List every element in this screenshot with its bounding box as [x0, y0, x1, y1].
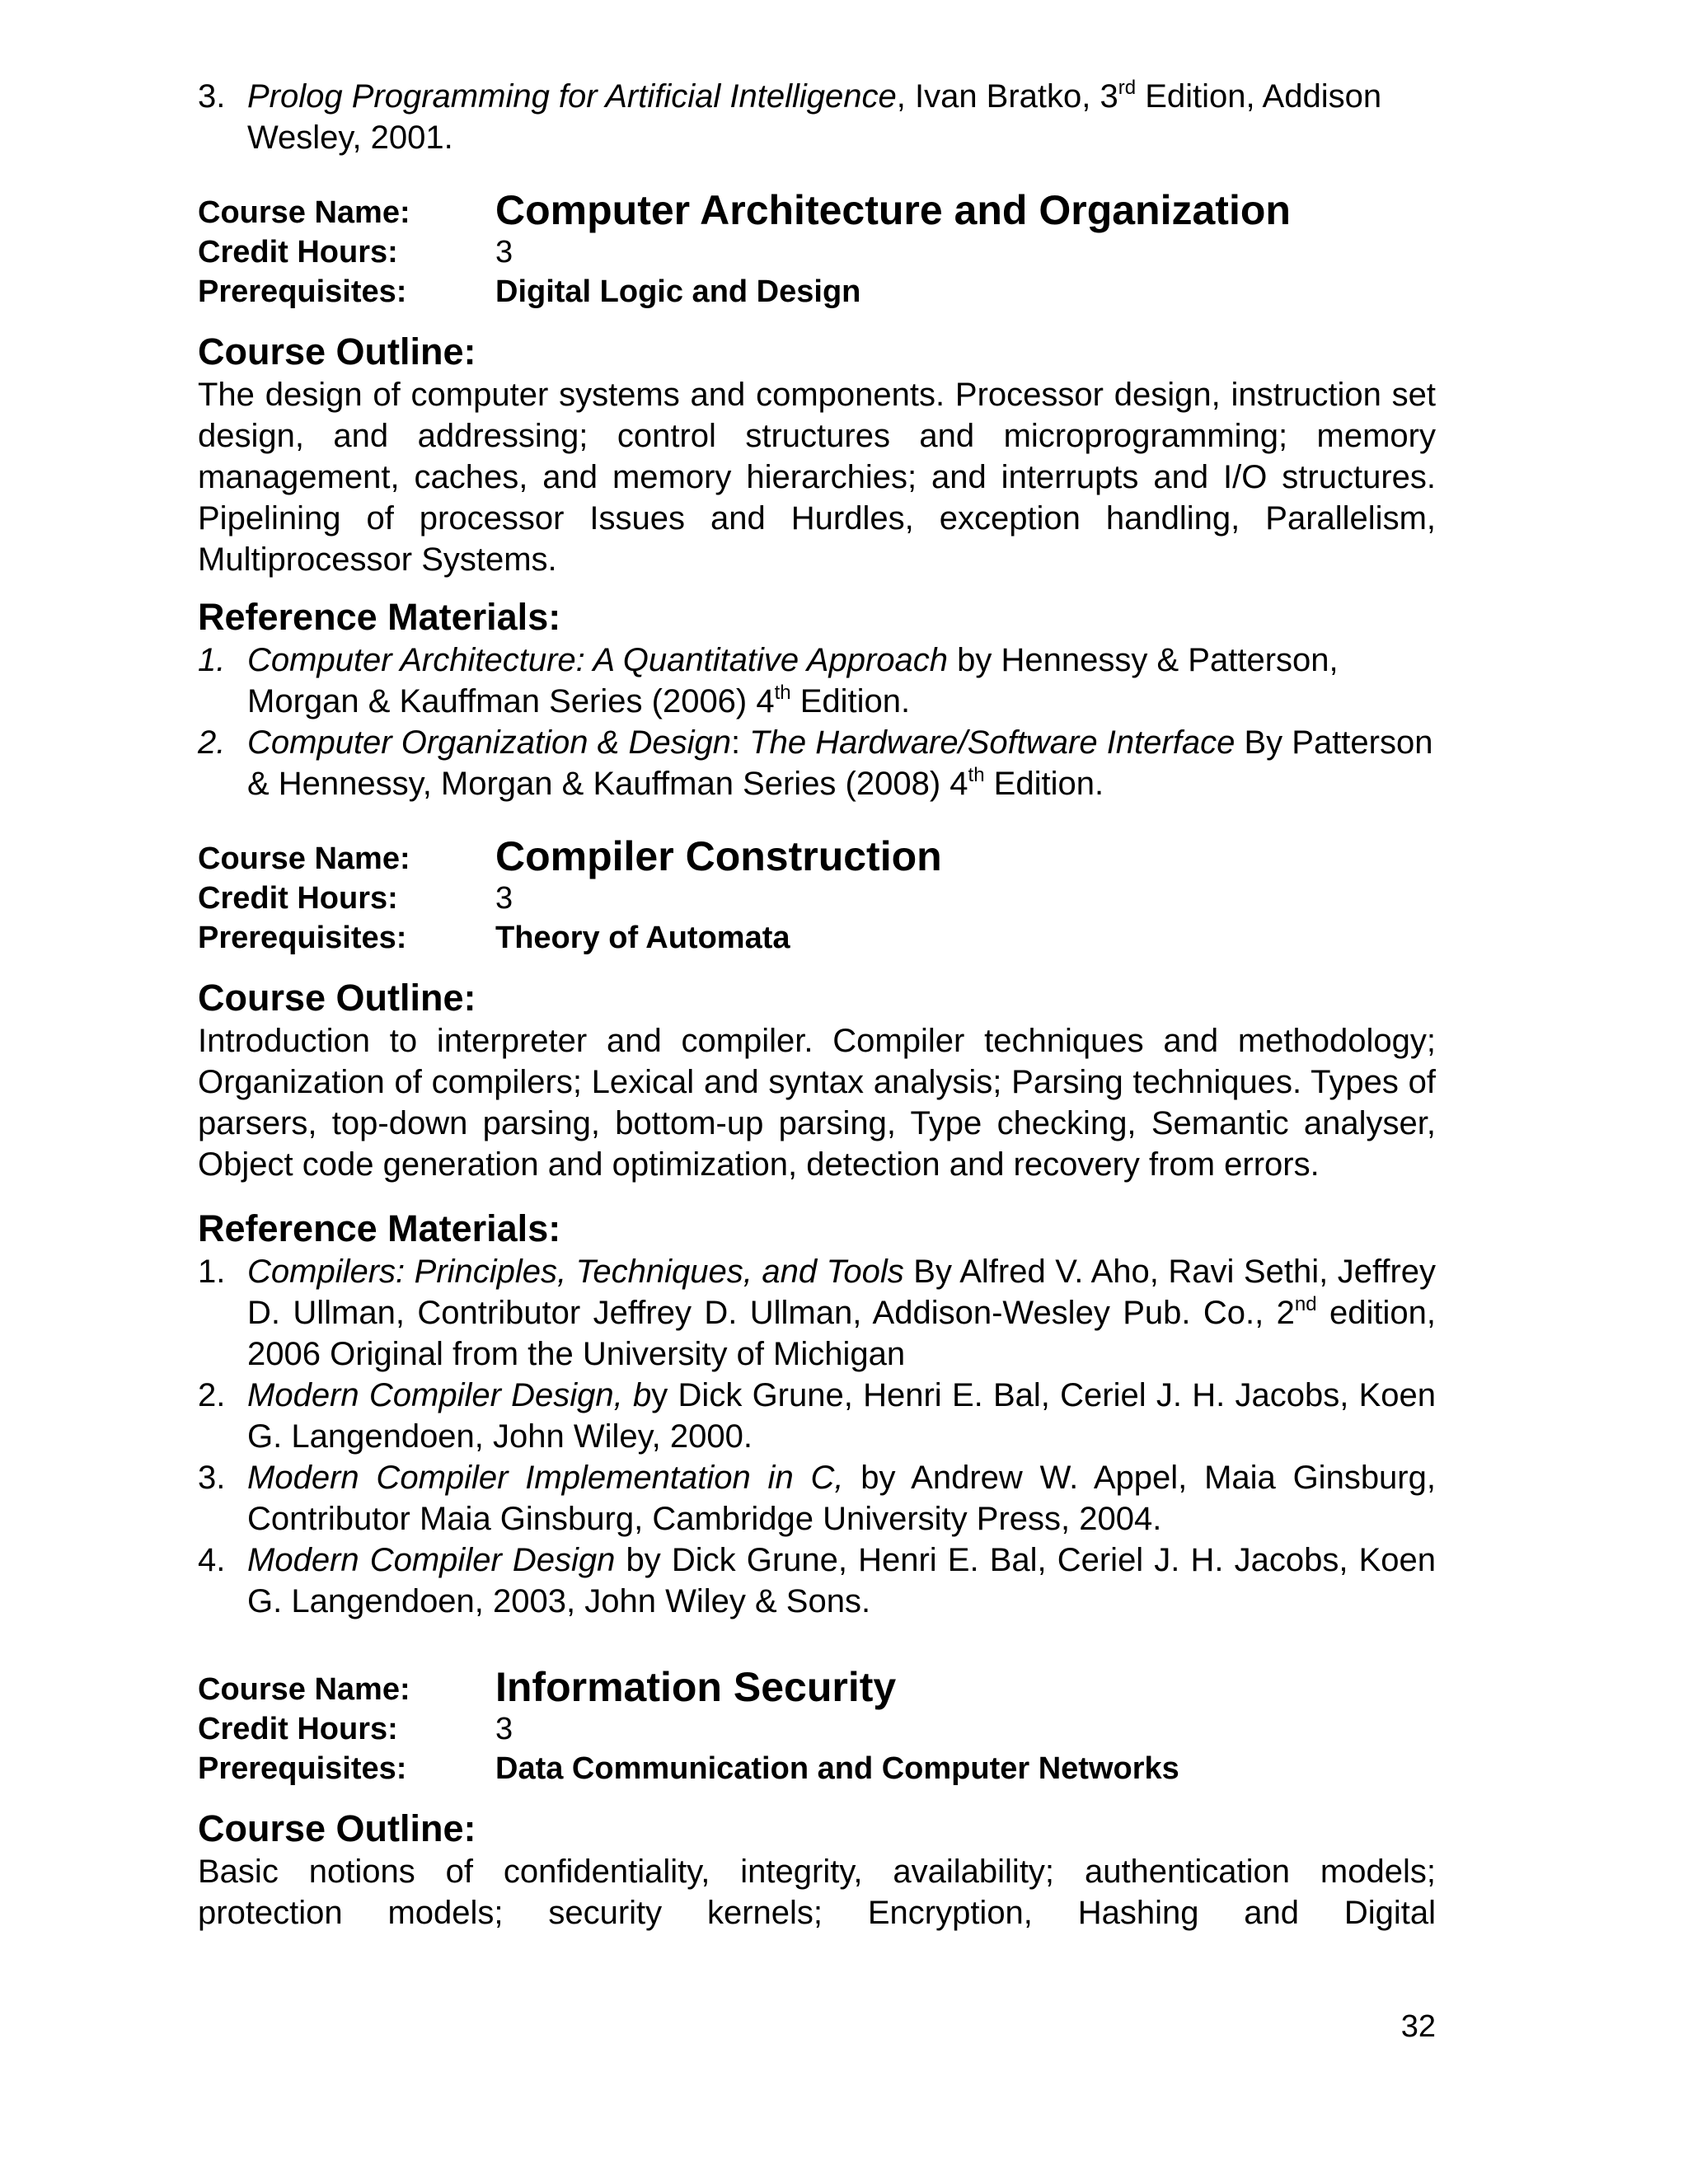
top-reference-list [198, 76, 1436, 158]
credit-hours-value: 3 [495, 1712, 513, 1746]
course-name-row [198, 185, 1436, 236]
prerequisites-label: Prerequisites: [198, 1751, 407, 1786]
reference-item: 1. Computer Architecture: A Quantitative Approach by Hennessy & Patterson, Morgan & Kauffman Series (2006) 4th Edition. [198, 640, 1436, 722]
reference-materials-heading: Reference Materials: [198, 596, 561, 638]
course-computer-architecture [198, 185, 1436, 804]
reference-item: 3. Prolog Programming for Artificial Intelligence, Ivan Bratko, 3rd Edition, Addison Wesley, 2001. [198, 76, 1382, 156]
course-name-value: Computer Architecture and Organization [495, 187, 1291, 233]
prerequisites-row [198, 921, 1436, 961]
course-name-value: Information Security [495, 1664, 897, 1710]
reference-number: 2. [198, 1377, 226, 1413]
reference-materials-heading: Reference Materials: [198, 1207, 561, 1249]
course-name-row [198, 1661, 1436, 1713]
course-information-security [198, 1661, 1436, 1933]
course-outline-heading: Course Outline: [198, 1807, 476, 1849]
reference-title: Computer Organization & Design [247, 724, 731, 761]
credit-hours-label: Credit Hours: [198, 1712, 398, 1746]
prerequisites-label: Prerequisites: [198, 274, 407, 309]
reference-title: Prolog Programming for Artificial Intelligence [247, 78, 897, 115]
reference-number: 1. [198, 642, 226, 678]
prerequisites-row [198, 1752, 1436, 1792]
reference-title: Modern Compiler Design, b [247, 1377, 652, 1413]
reference-number: 3. [198, 1460, 226, 1496]
course-outline-text: The design of computer systems and components. Processor design, instruction set design, and addressing; control structures and microprogramming; memory management, caches, and memory hierarchies; and interrupts and I/O structures. Pipelining of processor Issues and Hurdles, exception handling, Parallelism, Multiprocessor Systems. [198, 377, 1436, 578]
course-name-label: Course Name: [198, 841, 410, 876]
credit-hours-row [198, 882, 1436, 921]
prerequisites-value: Digital Logic and Design [495, 274, 861, 309]
course-outline-text: Introduction to interpreter and compiler. Compiler techniques and methodology; Organization of compilers; Lexical and syntax analysis; Parsing techniques. Types of parsers, top-down parsing, bottom-up parsing, Type checking, Semantic analyser, Object code generation and optimization, detection and recovery from errors. [198, 1023, 1436, 1183]
reference-title: Modern Compiler Design [247, 1542, 616, 1578]
course-name-label: Course Name: [198, 1672, 410, 1707]
reference-title: Modern Compiler Implementation in C, [247, 1460, 844, 1496]
document-page [198, 76, 1436, 1933]
reference-item: 2. Computer Organization & Design: The Hardware/Software Interface By Patterson & Hennessy, Morgan & Kauffman Series (2008) 4th Edition. [198, 722, 1436, 804]
course-name-label: Course Name: [198, 195, 410, 230]
reference-item: 3. Modern Compiler Implementation in C, by Andrew W. Appel, Maia Ginsburg, Contributor Maia Ginsburg, Cambridge University Press, 2004. [198, 1457, 1436, 1540]
reference-list [198, 640, 1436, 804]
course-outline-text: Basic notions of confidentiality, integrity, availability; authentication models; protection models; security kernels; Encryption, Hashing and Digital [198, 1854, 1436, 1931]
course-outline-heading: Course Outline: [198, 330, 476, 373]
reference-subtitle: The Hardware/Software Interface [749, 724, 1236, 761]
credit-hours-value: 3 [495, 235, 513, 269]
credit-hours-label: Credit Hours: [198, 235, 398, 269]
course-name-row [198, 831, 1436, 882]
credit-hours-value: 3 [495, 881, 513, 916]
page-number: 32 [1400, 2009, 1436, 2044]
course-outline-heading: Course Outline: [198, 977, 476, 1019]
prerequisites-row [198, 275, 1436, 315]
course-compiler-construction [198, 831, 1436, 1622]
prerequisites-label: Prerequisites: [198, 921, 407, 955]
reference-item: 2. Modern Compiler Design, by Dick Grune, Henri E. Bal, Ceriel J. H. Jacobs, Koen G. Langendoen, John Wiley, 2000. [198, 1375, 1436, 1457]
prerequisites-value: Data Communication and Computer Networks [495, 1751, 1179, 1786]
course-name-value: Compiler Construction [495, 833, 942, 879]
reference-item: 1. Compilers: Principles, Techniques, and Tools By Alfred V. Aho, Ravi Sethi, Jeffrey D. Ullman, Contributor Jeffrey D. Ullman, Addison-Wesley Pub. Co., 2nd edition, 2006 Original from the University of Michigan [198, 1251, 1436, 1375]
reference-number: 1. [198, 1254, 226, 1290]
credit-hours-row [198, 1713, 1436, 1752]
credit-hours-label: Credit Hours: [198, 881, 398, 916]
reference-title: Computer Architecture: A Quantitative Approach [247, 642, 949, 678]
credit-hours-row [198, 236, 1436, 275]
reference-number: 4. [198, 1542, 226, 1578]
reference-number: 3. [198, 78, 226, 115]
reference-number: 2. [198, 724, 226, 761]
prerequisites-value: Theory of Automata [495, 921, 790, 955]
reference-item: 4. Modern Compiler Design by Dick Grune, Henri E. Bal, Ceriel J. H. Jacobs, Koen G. Langendoen, 2003, John Wiley & Sons. [198, 1540, 1436, 1622]
reference-title: Compilers: Principles, Techniques, and Tools [247, 1254, 904, 1290]
reference-list [198, 1251, 1436, 1622]
